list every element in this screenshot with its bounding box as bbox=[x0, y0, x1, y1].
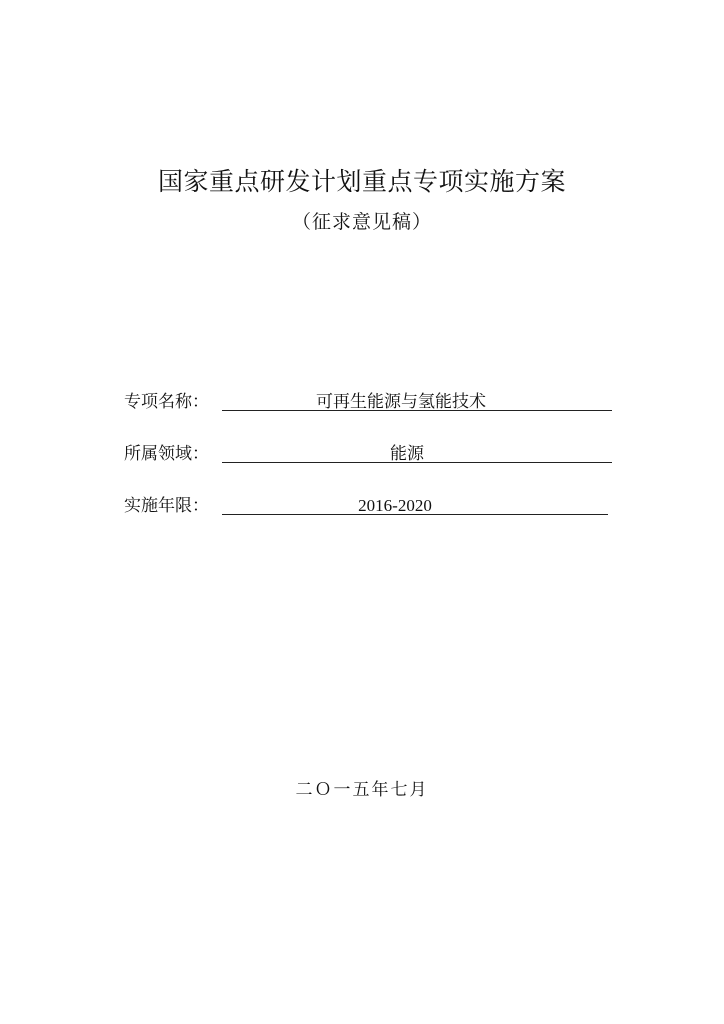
field-row-project-name bbox=[124, 388, 614, 416]
project-name-value: 可再生能源与氢能技术 bbox=[316, 392, 486, 412]
period-value-line bbox=[222, 492, 608, 515]
domain-value: 能源 bbox=[390, 444, 424, 464]
project-name-label: 专项名称： bbox=[124, 392, 209, 412]
period-value: 2016-2020 bbox=[358, 496, 432, 515]
period-label: 实施年限： bbox=[124, 496, 209, 516]
document-date: 二Ｏ一五年七月 bbox=[295, 780, 429, 800]
project-name-value-line bbox=[222, 388, 612, 411]
document-subtitle: （征求意见稿） bbox=[291, 211, 432, 233]
domain-value-line bbox=[222, 440, 612, 463]
field-row-period bbox=[124, 492, 614, 520]
field-row-domain bbox=[124, 440, 614, 468]
document-title: 国家重点研发计划重点专项实施方案 bbox=[157, 167, 566, 196]
domain-label: 所属领域： bbox=[124, 444, 209, 464]
